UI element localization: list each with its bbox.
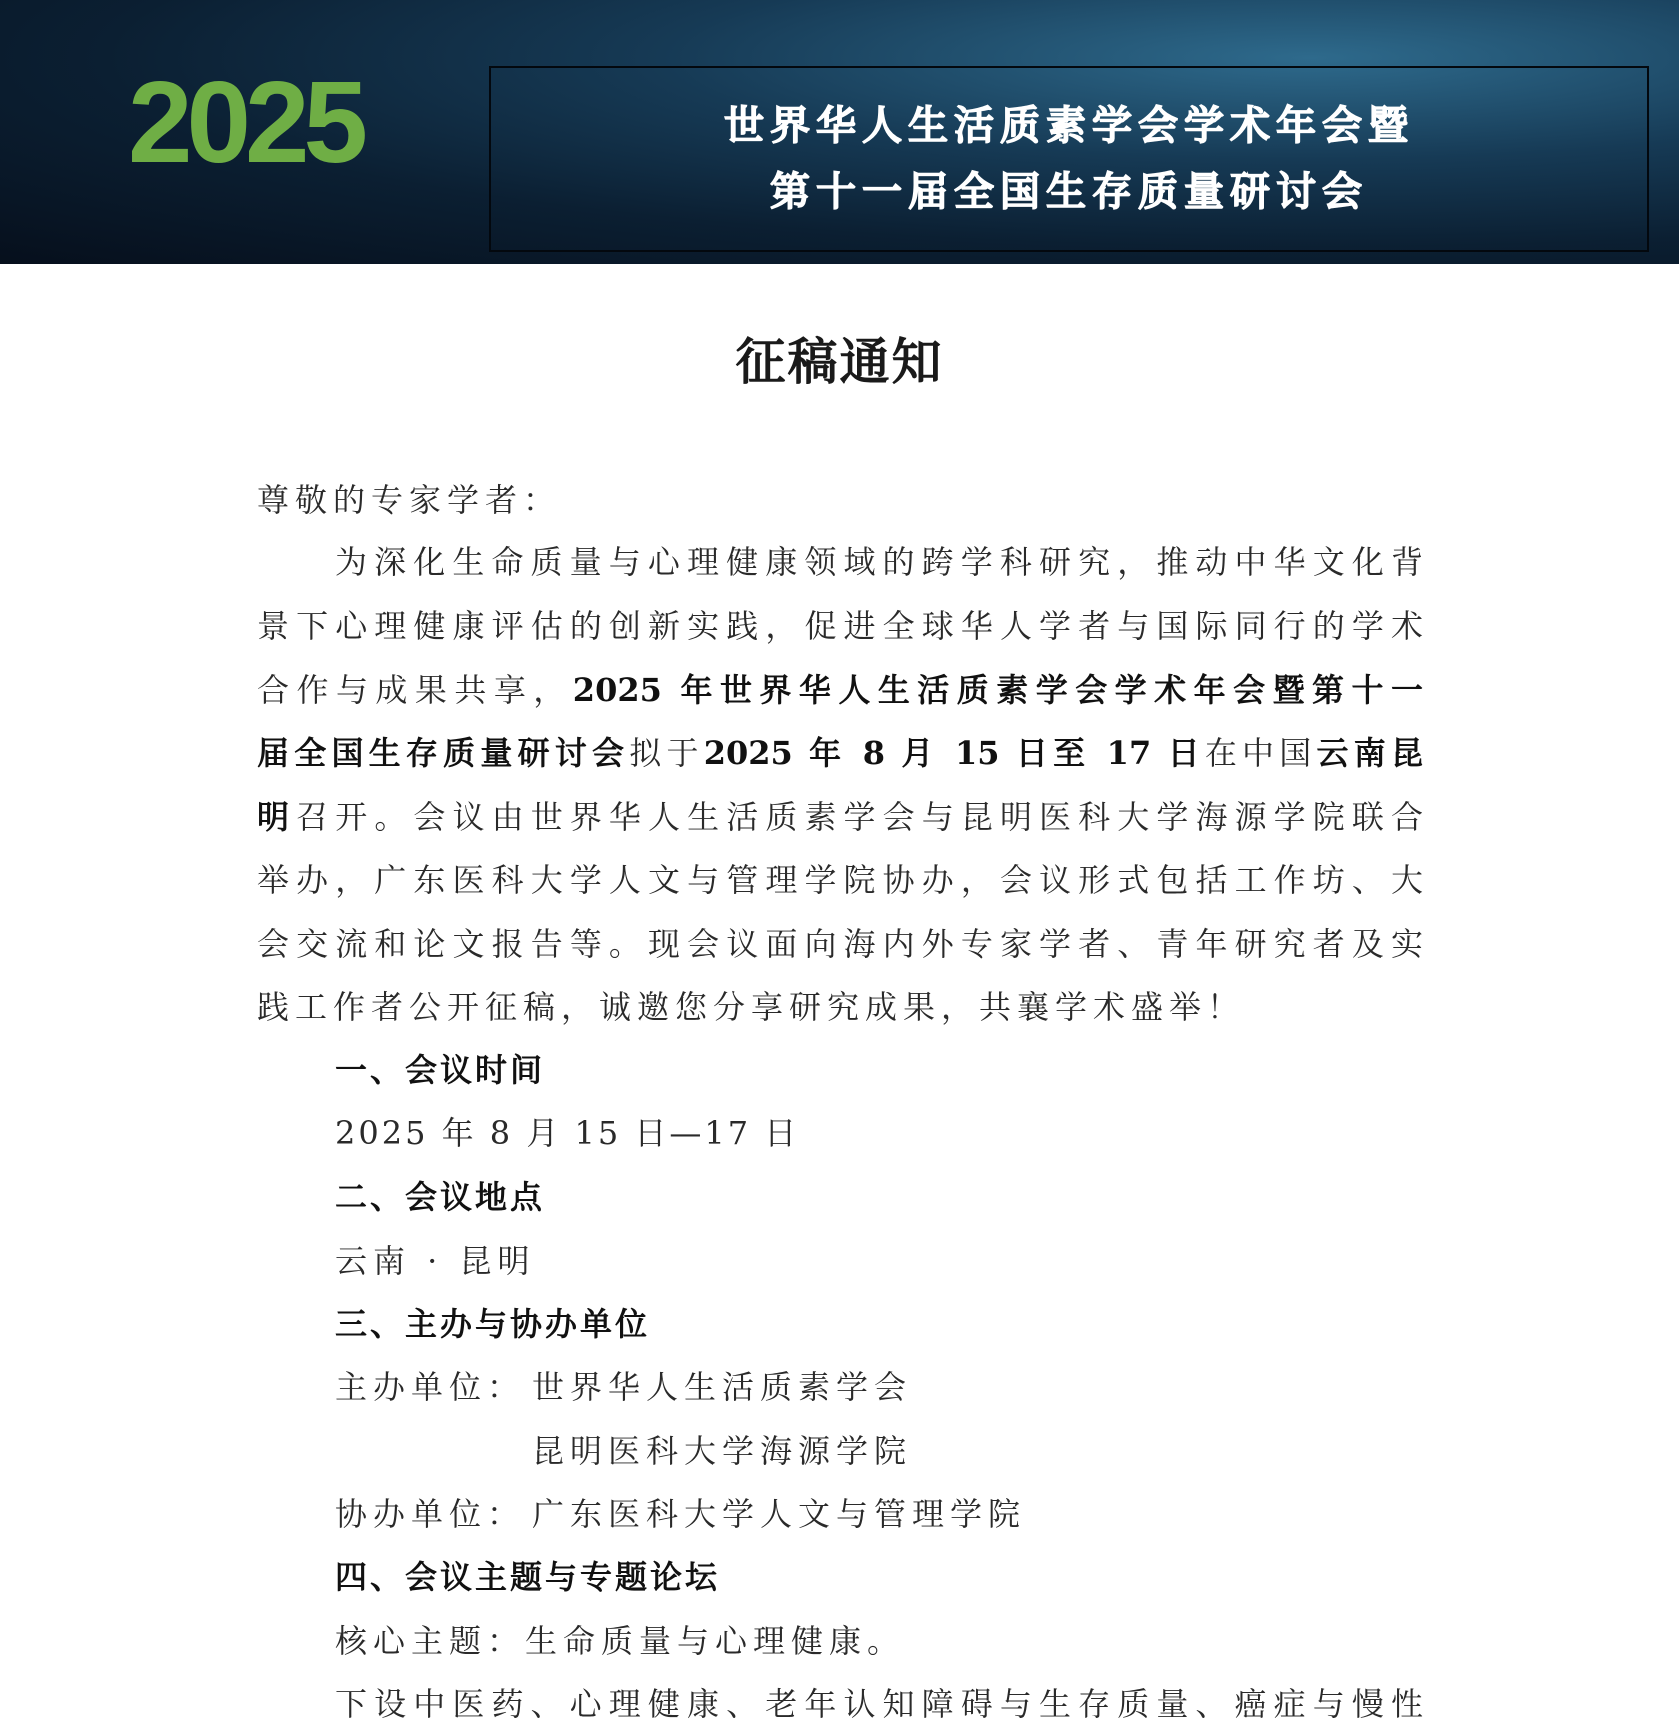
notice-title: 征稿通知 (735, 332, 944, 391)
host-label: 主办单位： (335, 1368, 526, 1406)
section-heading-place: 二、会议地点 (335, 1178, 546, 1216)
section-heading-theme: 四、会议主题与专题论坛 (335, 1558, 721, 1596)
meeting-time-value: 2025 年 8 月 15 日—17 日 (335, 1114, 800, 1152)
conference-date-bold: 2025 年 8 月 15 日至 17 日 (703, 734, 1205, 772)
intro-line-3: 合作与成果共享，2025 年世界华人生活质素学会学术年会暨第十一 (257, 671, 1423, 709)
section-heading-organizers: 三、主办与协办单位 (335, 1305, 651, 1343)
conference-city-bold: 云南昆 (1316, 734, 1423, 772)
conference-name-bold-cont: 届全国生存质量研讨会 (257, 734, 630, 772)
conference-title-line-2: 第十一届全国生存质量研讨会 (770, 169, 1368, 215)
section-heading-time: 一、会议时间 (335, 1051, 546, 1089)
intro-line-8: 践工作者公开征稿，诚邀您分享研究成果，共襄学术盛举！ (257, 988, 1246, 1026)
sub-topics: 下设中医药、心理健康、老年认知障碍与生存质量、癌症与慢性 (335, 1685, 1423, 1723)
core-theme: 核心主题：生命质量与心理健康。 (335, 1622, 906, 1660)
co-organizer-label: 协办单位： (335, 1495, 526, 1533)
host-organization-1: 世界华人生活质素学会 (532, 1368, 913, 1406)
intro-line-2: 景下心理健康评估的创新实践，促进全球华人学者与国际同行的学术 (257, 607, 1423, 645)
header-banner (0, 0, 1679, 264)
salutation: 尊敬的专家学者： (257, 481, 562, 519)
conference-title-box (489, 66, 1649, 252)
conference-title-line-1: 世界华人生活质素学会学术年会暨 (724, 103, 1414, 149)
conference-name-bold: 2025 年世界华人生活质素学会学术年会暨第十一 (572, 671, 1423, 709)
meeting-place-value: 云南 · 昆明 (335, 1242, 536, 1280)
year-logo: 2025 (128, 57, 363, 187)
host-organization-2: 昆明医科大学海源学院 (532, 1432, 913, 1470)
intro-line-6: 举办，广东医科大学人文与管理学院协办，会议形式包括工作坊、大 (257, 861, 1423, 899)
intro-line-1: 为深化生命质量与心理健康领域的跨学科研究，推动中华文化背 (335, 543, 1423, 581)
intro-line-5: 明召开。会议由世界华人生活质素学会与昆明医科大学海源学院联合 (257, 798, 1423, 836)
intro-line-4: 届全国生存质量研讨会拟于2025 年 8 月 15 日至 17 日在中国云南昆 (257, 734, 1423, 772)
co-organizer-1: 广东医科大学人文与管理学院 (532, 1495, 1027, 1533)
intro-line-7: 会交流和论文报告等。现会议面向海内外专家学者、青年研究者及实 (257, 925, 1423, 963)
